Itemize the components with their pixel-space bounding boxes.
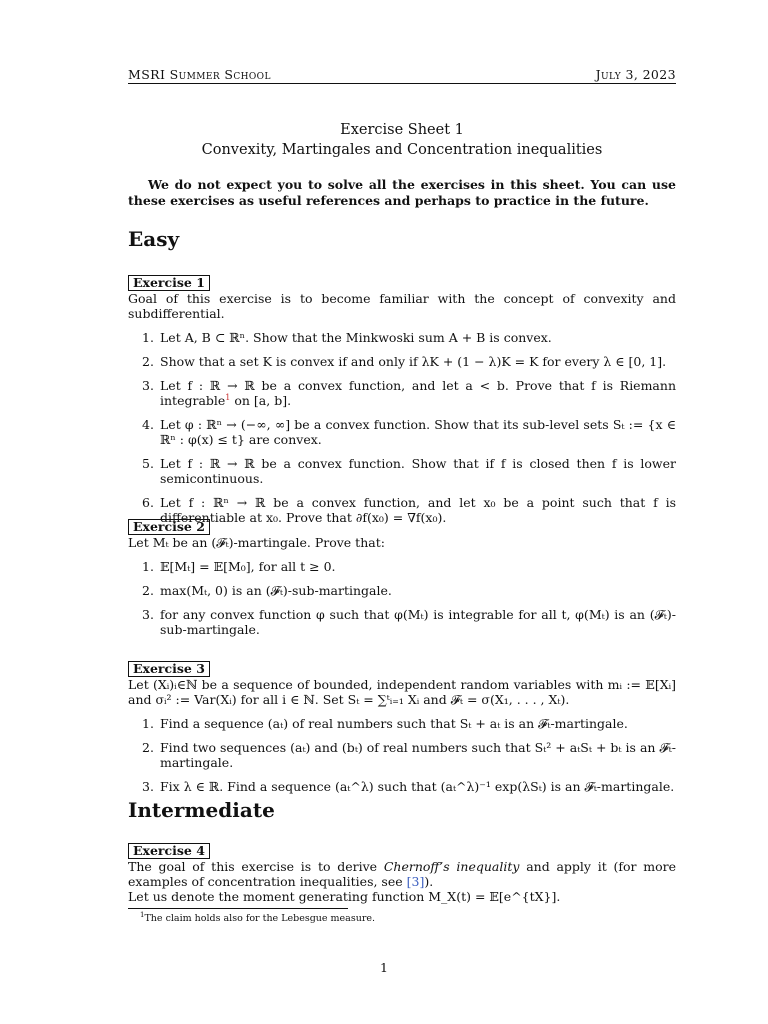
exercise-1 [128,275,676,525]
footnote [140,911,375,924]
header-left: MSRI Summer School [128,67,271,82]
footnote-rule [128,908,348,909]
citation-link[interactable]: [3] [406,874,425,889]
list-item: 4. Let φ : ℝⁿ → (−∞, ∞] be a convex function. Show that its sub-level sets Sₜ := {x ∈ ℝⁿ : φ(x) ≤ t} are convex. [142,417,676,447]
chernoff-emphasis: Chernoff’s inequality [383,859,520,874]
list-item: 5. Let f : ℝ → ℝ be a convex function. Show that if f is closed then f is lower semicontinuous. [142,456,676,486]
intro-paragraph: We do not expect you to solve all the exercises in this sheet. You can use these exercises as useful references and perhaps to practice in the future. [128,177,676,208]
title-block [128,120,676,160]
list-item: 3. Let f : ℝ → ℝ be a convex function, and let a < b. Prove that f is Riemann integrable$^1$ on [a, b]. [142,378,676,408]
header-rule [128,83,676,84]
exercise-4-intro-2: Let us denote the moment generating function M_X(t) = 𝔼[e^{tX}]. [128,889,561,904]
footnote-text: The claim holds also for the Lebesgue measure. [144,913,376,925]
header-date: July 3, 2023 [595,67,676,82]
exercise-3-label: Exercise 3 [128,661,210,677]
footnote-mark: 1 [140,911,145,919]
title-line-1: Exercise Sheet 1 [340,122,464,138]
exercise-4-intro: The goal of this exercise is to derive Chernoff’s inequality and apply it (for more examples of concentration inequalities, see [3]). [128,859,676,889]
exercise-2-list [128,559,676,637]
exercise-1-list [128,330,676,525]
footnote-link[interactable]: 1 [225,392,231,402]
title-line-2: Convexity, Martingales and Concentration inequalities [201,142,603,158]
list-item: 2. max(Mₜ, 0) is an (𝓕ₜ)-sub-martingale. [142,583,392,598]
list-item: 2. Show that a set K is convex if and only if λK + (1 − λ)K = K for every λ ∈ [0, 1]. [142,354,667,369]
section-intermediate: Intermediate [128,798,275,822]
exercise-3 [128,661,676,794]
list-item: 1. 𝔼[Mₜ] = 𝔼[M₀], for all t ≥ 0. [142,559,336,574]
list-item: 2. Find two sequences (aₜ) and (bₜ) of real numbers such that Sₜ² + aₜSₜ + bₜ is an 𝓕ₜ-martingale. [142,740,676,770]
list-item: 3. for any convex function φ such that φ(Mₜ) is integrable for all t, φ(Mₜ) is an (𝓕ₜ)-sub-martingale. [142,607,676,637]
exercise-2-intro: Let Mₜ be an (𝓕ₜ)-martingale. Prove that: [128,535,385,550]
exercise-4-label: Exercise 4 [128,843,210,859]
page-number: 1 [380,960,388,975]
list-item: 3. Fix λ ∈ ℝ. Find a sequence (aₜ^λ) such that (aₜ^λ)⁻¹ exp(λSₜ) is an 𝓕ₜ-martingale. [142,779,675,794]
exercise-2-label: Exercise 2 [128,519,210,535]
exercise-3-intro: Let (Xᵢ)ᵢ∈ℕ be a sequence of bounded, independent random variables with mᵢ := 𝔼[Xᵢ] and σᵢ² := Var(Xᵢ) for all i ∈ ℕ. Set Sₜ = ∑ᵗᵢ₌₁ Xᵢ and 𝓕ₜ = σ(X₁, . . . , Xₜ). [128,677,676,707]
list-item: 1. Let A, B ⊂ ℝⁿ. Show that the Minkwoski sum A + B is convex. [142,330,552,345]
page-header [128,67,676,82]
exercise-4 [128,843,676,904]
exercise-3-list [128,716,676,794]
list-item: 6. Let f : ℝⁿ → ℝ be a convex function, and let x₀ be a point such that f is differentiable at x₀. Prove that ∂f(x₀) = ∇f(x₀). [142,495,676,525]
exercise-1-intro: Goal of this exercise is to become familiar with the concept of convexity and subdifferential. [128,291,676,321]
exercise-1-label: Exercise 1 [128,275,210,291]
section-easy: Easy [128,227,180,251]
exercise-2 [128,519,676,637]
list-item: 1. Find a sequence (aₜ) of real numbers such that Sₜ + aₜ is an 𝓕ₜ-martingale. [142,716,628,731]
